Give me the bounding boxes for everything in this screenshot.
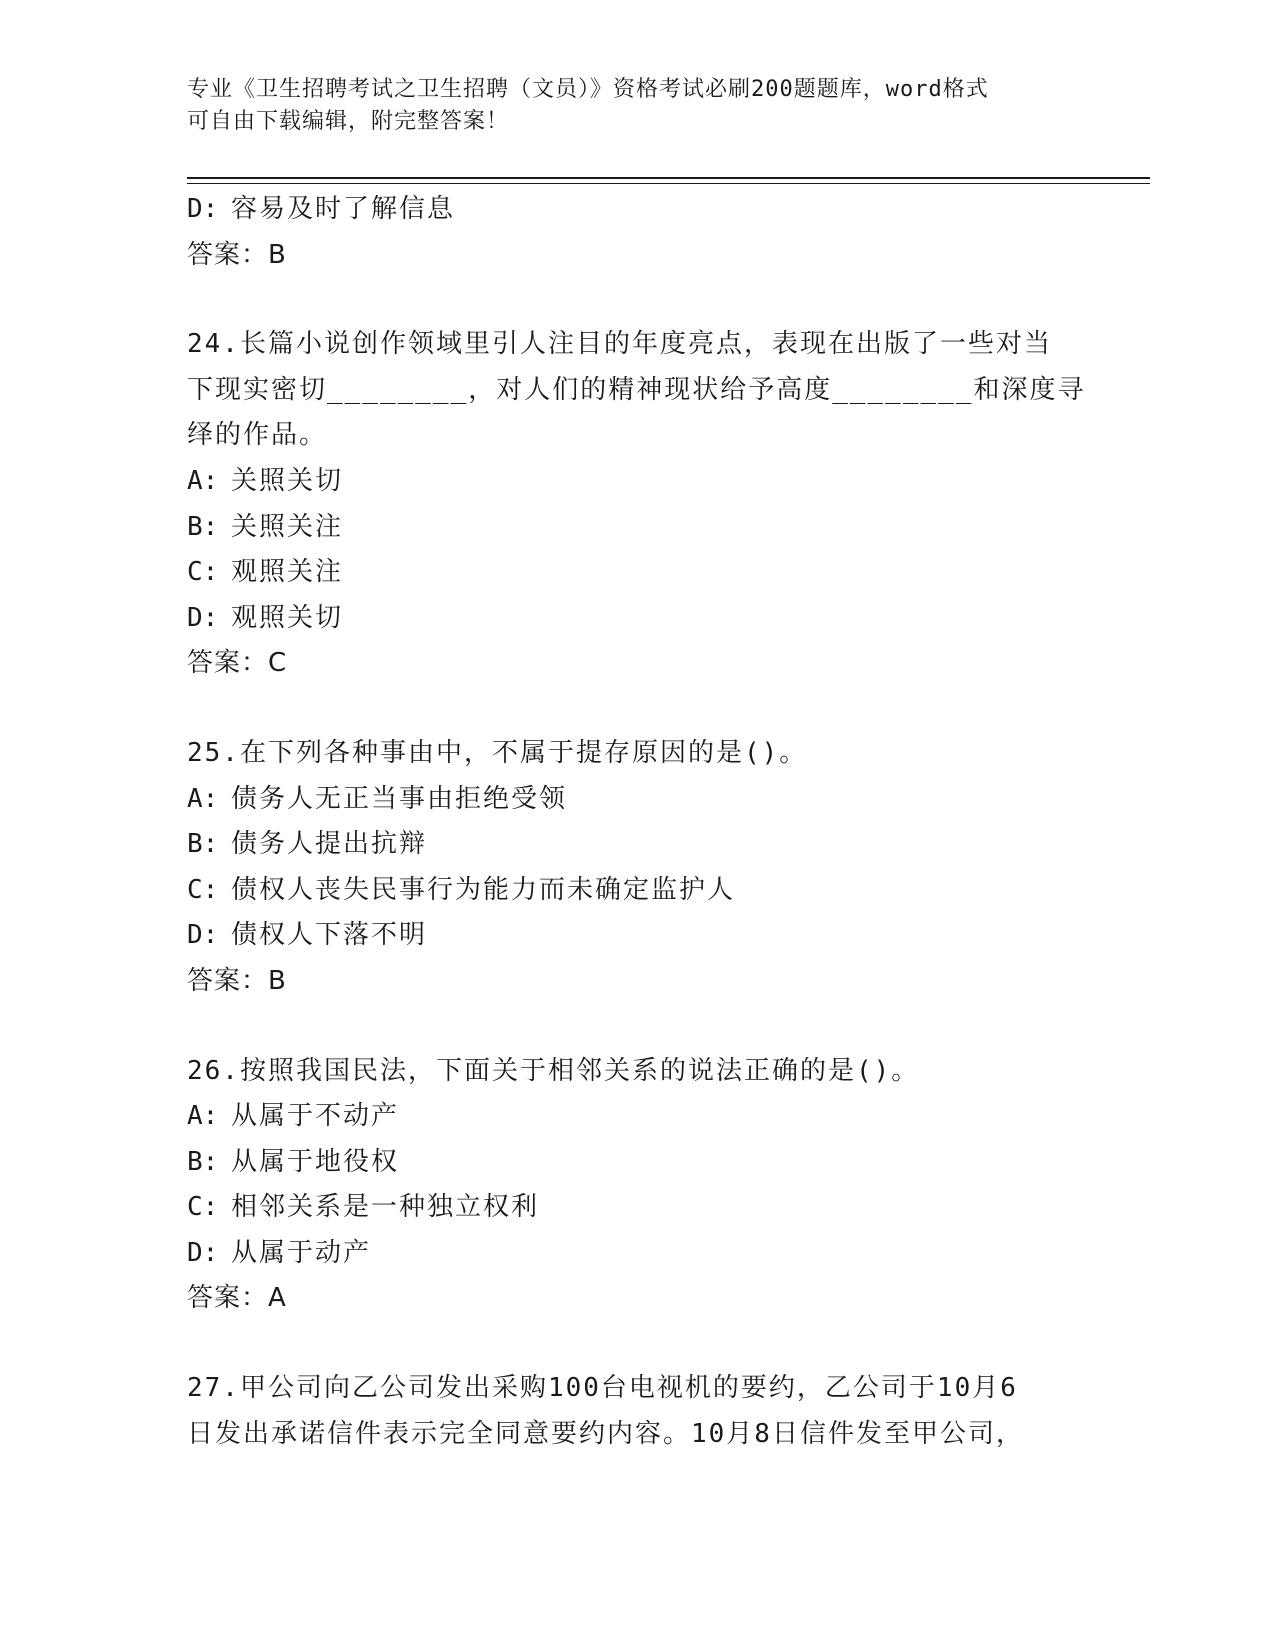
question-26-answer: 答案：A	[187, 1283, 287, 1314]
question-25-option-a: A: 债务人无正当事由拒绝受领	[187, 783, 568, 814]
question-24	[187, 322, 1087, 687]
prev-answer: 答案：B	[187, 239, 287, 270]
question-24-answer: 答案：C	[187, 648, 288, 679]
question-27-stem-line2: 日发出承诺信件表示完全同意要约内容。10月8日信件发至甲公司，	[187, 1418, 1024, 1449]
question-26	[187, 1049, 1087, 1323]
question-26-option-d: D: 从属于动产	[187, 1237, 372, 1268]
question-25-stem: 25.在下列各种事由中，不属于提存原因的是()。	[187, 737, 808, 768]
question-24-option-b: B: 关照关注	[187, 511, 344, 542]
question-25	[187, 731, 1087, 1005]
question-25-option-d: D: 债权人下落不明	[187, 920, 428, 951]
question-27-stem-line1: 27.甲公司向乙公司发出采购100台电视机的要约，乙公司于10月6	[187, 1373, 1018, 1404]
question-26-option-b: B: 从属于地役权	[187, 1146, 400, 1177]
question-24-stem-line2: 下现实密切________，对人们的精神现状给予高度________和深度寻	[187, 374, 1086, 405]
prev-option-d: D: 容易及时了解信息	[187, 194, 456, 224]
header-divider-thin	[187, 183, 1150, 184]
header-title-line2: 可自由下载编辑，附完整答案！	[187, 109, 510, 134]
question-25-option-c: C: 债权人丧失民事行为能力而未确定监护人	[187, 874, 736, 905]
page-header	[187, 74, 1067, 138]
question-24-stem-line3: 绎的作品。	[187, 420, 328, 451]
question-26-option-c: C: 相邻关系是一种独立权利	[187, 1192, 540, 1223]
question-24-stem-line1: 24.长篇小说创作领域里引人注目的年度亮点，表现在出版了一些对当	[187, 329, 1052, 360]
question-26-stem: 26.按照我国民法，下面关于相邻关系的说法正确的是()。	[187, 1055, 920, 1086]
question-24-option-d: D: 观照关切	[187, 602, 344, 633]
question-25-answer: 答案：B	[187, 965, 287, 996]
header-title-line1: 专业《卫生招聘考试之卫生招聘（文员）》资格考试必刷200题题库，word格式	[187, 77, 989, 102]
header-divider-thick	[187, 177, 1150, 179]
question-content	[187, 187, 1087, 1457]
question-27	[187, 1366, 1087, 1457]
question-24-option-c: C: 观照关注	[187, 557, 344, 588]
question-26-option-a: A: 从属于不动产	[187, 1101, 400, 1132]
question-25-option-b: B: 债务人提出抗辩	[187, 829, 428, 860]
question-24-option-a: A: 关照关切	[187, 465, 344, 496]
